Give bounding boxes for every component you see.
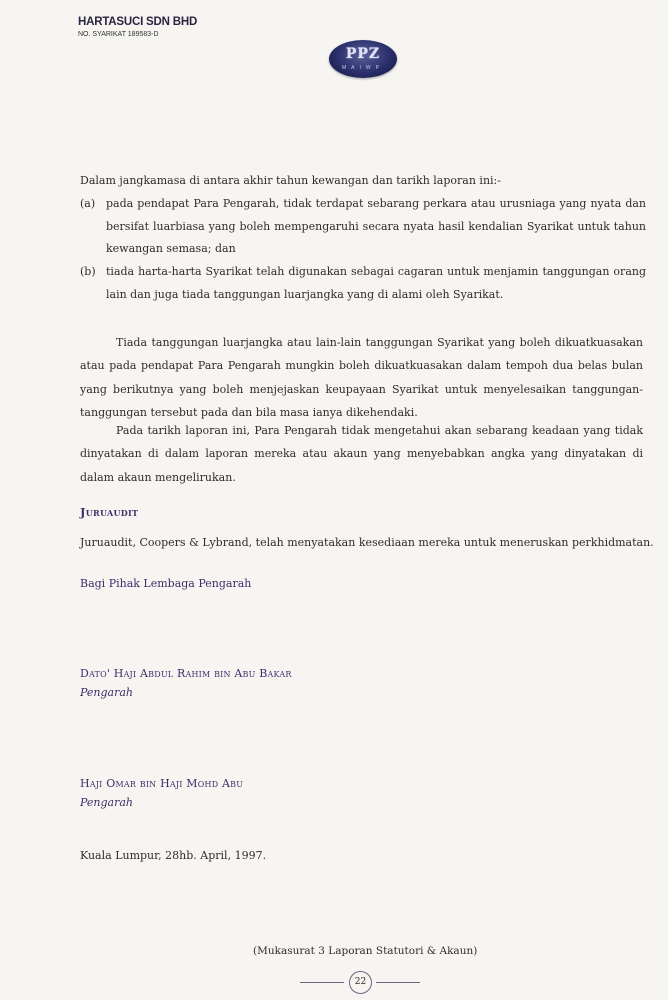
auditor-text: Juruaudit, Coopers & Lybrand, telah menyatakan kesediaan mereka untuk meneruskan perkhidmatan. — [80, 536, 654, 549]
list-item-label: (b) — [80, 265, 96, 278]
signatory-name: Dato' Haji Abdul Rahim bin Abu Bakar — [80, 667, 292, 680]
registration-number: NO. SYARIKAT 189583-D — [78, 31, 159, 38]
signatory-title: Pengarah — [80, 686, 134, 699]
company-name: HARTASUCI SDN BHD — [78, 16, 198, 28]
paragraph-contingent-liabilities: Tiada tanggungan luarjangka atau lain-lain tanggungan Syarikat yang boleh dikuatkuasakan atau pada pendapat Para Pengarah mungkin boleh dikuatkuasakan dalam tempoh dua belas bulan yang berikutnya yang boleh menjejaskan keupayaan Syarikat untuk menyelesaikan tanggungan-tanggungan tersebut pada dan bila masa ianya dikehendaki. — [80, 336, 643, 419]
date-line: Kuala Lumpur, 28hb. April, 1997. — [80, 849, 267, 862]
list-item-text: pada pendapat Para Pengarah, tidak terdapat sebarang perkara atau urusniaga yang nyata dan bersifat luarbiasa yang boleh mempengaruhi secara nyata hasil kendalian Syarikat untuk tahun kewangan semasa; dan — [106, 197, 646, 255]
ornament-line-right — [376, 982, 420, 983]
organization-logo — [329, 40, 397, 78]
signatory-name: Haji Omar bin Haji Mohd Abu — [80, 777, 244, 790]
board-line: Bagi Pihak Lembaga Pengarah — [80, 577, 252, 590]
footer-caption: (Mukasurat 3 Laporan Statutori & Akaun) — [253, 945, 478, 957]
paragraph-misleading-figures: Pada tarikh laporan ini, Para Pengarah tidak mengetahui akan sebarang keadaan yang tidak dinyatakan di dalam laporan mereka atau akaun yang menyebabkan angka yang dinyatakan di dalam akaun mengelirukan. — [80, 424, 643, 484]
list-item-text: tiada harta-harta Syarikat telah digunakan sebagai cagaran untuk menjamin tanggungan orang lain dan juga tiada tanggungan luarjangka yang di alami oleh Syarikat. — [106, 265, 646, 301]
intro-text: Dalam jangkamasa di antara akhir tahun kewangan dan tarikh laporan ini:- — [80, 174, 501, 187]
signatory-title: Pengarah — [80, 796, 134, 809]
auditor-heading: Juruaudit — [80, 505, 139, 519]
list-item-label: (a) — [80, 197, 96, 210]
page-number: 22 — [349, 971, 372, 994]
logo-subtext: MAIWP — [342, 65, 384, 71]
ornament-line-left — [300, 982, 344, 983]
logo-monogram: PPZ — [345, 46, 381, 62]
page-number-ornament — [300, 969, 420, 995]
